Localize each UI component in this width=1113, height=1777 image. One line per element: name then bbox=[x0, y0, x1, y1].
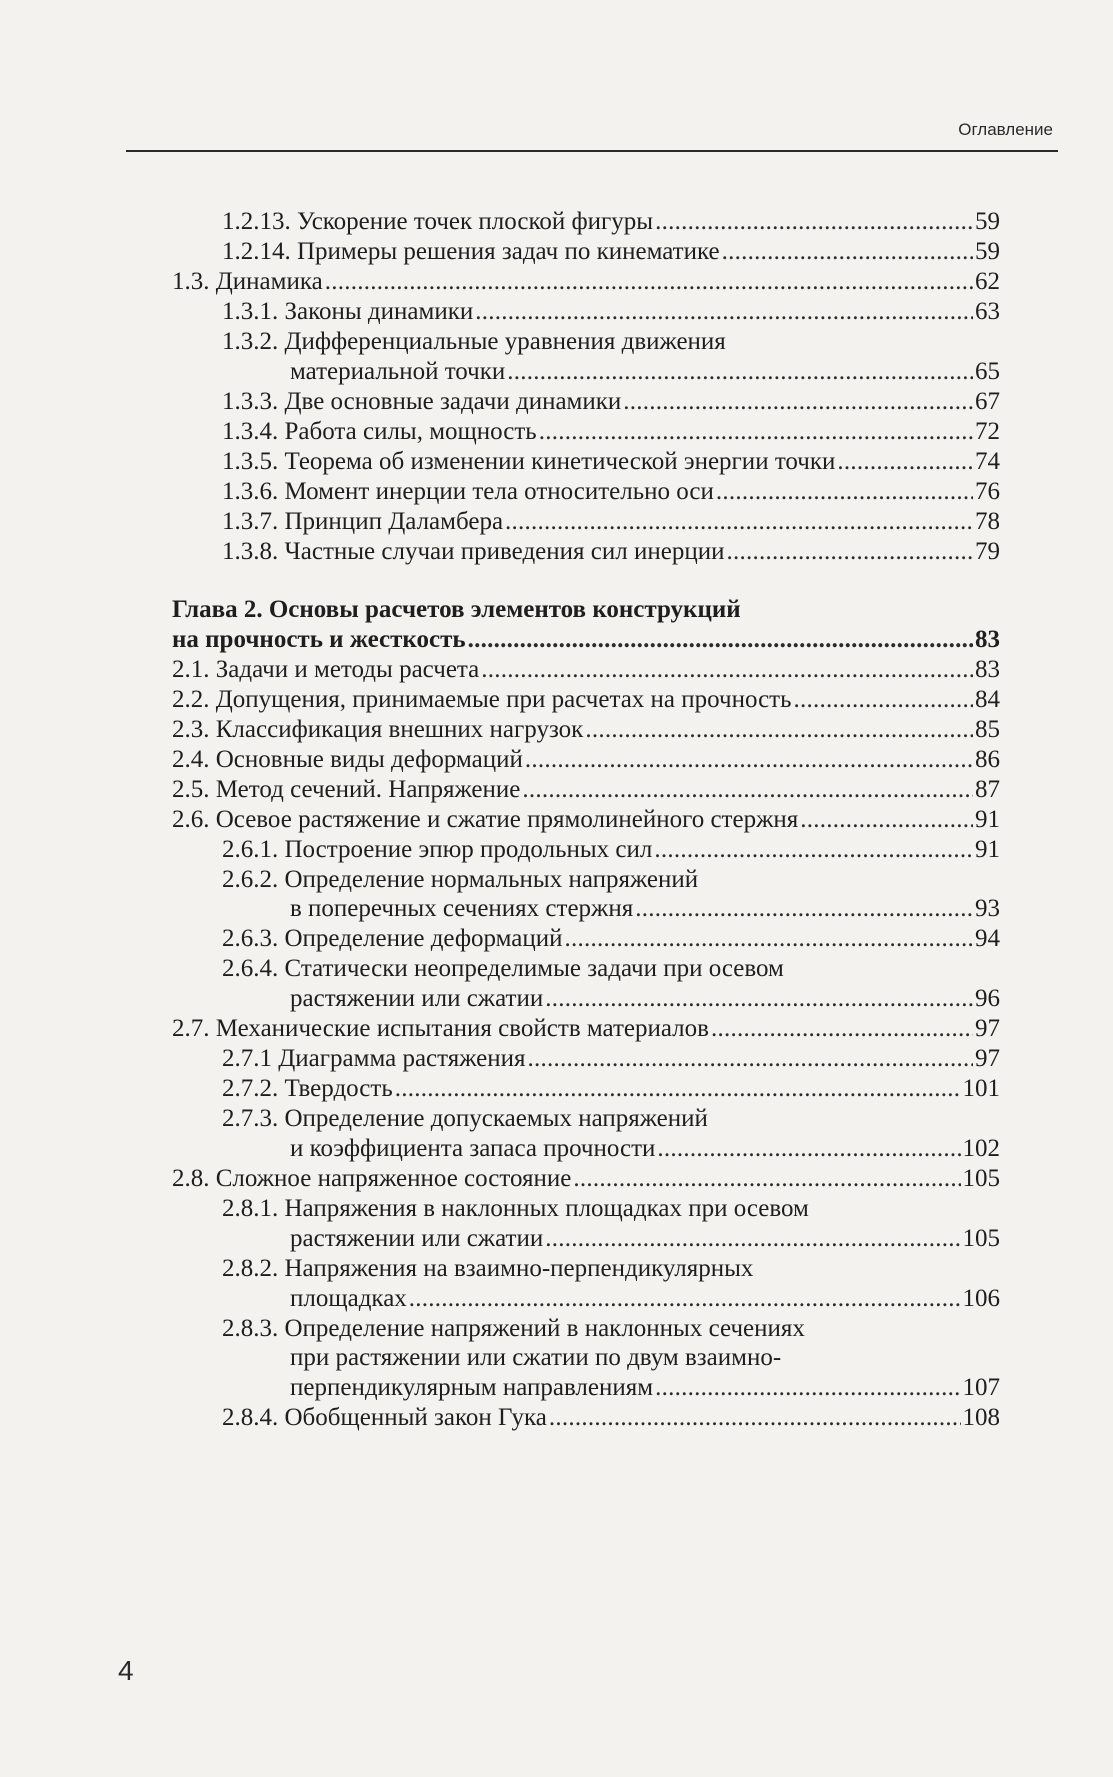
toc-entry-title: растяжении или сжатии bbox=[290, 985, 544, 1013]
toc-page-number: 59 bbox=[975, 238, 1000, 265]
toc-page-number: 101 bbox=[962, 1075, 1000, 1103]
dot-leader bbox=[726, 535, 973, 569]
toc-page-number: 83 bbox=[975, 625, 1000, 653]
toc-page-number: 84 bbox=[975, 685, 1000, 713]
toc-entry-title: 1.3.4. Работа силы, мощность bbox=[222, 417, 537, 445]
toc-page-number: 74 bbox=[975, 447, 1000, 475]
dot-leader bbox=[585, 713, 973, 747]
toc-page-number: 67 bbox=[975, 387, 1000, 415]
toc-entry-title: материальной точки bbox=[290, 357, 506, 385]
dot-leader bbox=[507, 355, 973, 389]
toc-entry-title: 1.3. Динамика bbox=[172, 268, 323, 295]
toc-page-number: 91 bbox=[975, 805, 1000, 833]
dot-leader bbox=[539, 415, 973, 449]
dot-leader bbox=[525, 743, 973, 777]
dot-leader bbox=[475, 295, 973, 329]
toc-page-number: 97 bbox=[975, 1015, 1000, 1043]
toc-page-number: 76 bbox=[975, 477, 1000, 505]
toc-entry-title: 2.7.1 Диаграмма растяжения bbox=[222, 1045, 526, 1073]
toc-entry-title: 2.3. Классификация внешних нагрузок bbox=[172, 715, 584, 743]
toc-entry-title: 1.2.13. Ускорение точек плоской фигуры bbox=[222, 208, 654, 235]
dot-leader bbox=[549, 1401, 961, 1435]
dot-leader bbox=[716, 475, 973, 509]
toc-page-number: 83 bbox=[975, 655, 1000, 683]
toc-page-number: 107 bbox=[962, 1374, 1000, 1402]
dot-leader bbox=[505, 505, 973, 539]
toc-entry-title: и коэффициента запаса прочности bbox=[290, 1134, 656, 1162]
toc-page-number: 108 bbox=[962, 1404, 1000, 1432]
toc-entry-title: 2.6.2. Определение нормальных напряжений bbox=[222, 865, 699, 893]
toc-entry-title: 1.3.2. Дифференциальные уравнения движения bbox=[222, 328, 726, 355]
dot-leader bbox=[635, 892, 973, 926]
dot-leader bbox=[325, 265, 973, 299]
toc-entry-title: 1.3.3. Две основные задачи динамики bbox=[222, 387, 622, 415]
toc-page-number: 105 bbox=[962, 1165, 1000, 1192]
dot-leader bbox=[837, 445, 973, 479]
toc-entry-title: 2.6.4. Статически неопределимые задачи при осевом bbox=[222, 955, 784, 983]
toc-page-number: 86 bbox=[975, 745, 1000, 773]
dot-leader bbox=[395, 1072, 961, 1106]
toc-page-number: 79 bbox=[975, 537, 1000, 565]
dot-leader bbox=[545, 1222, 960, 1256]
toc-entry-title: 2.8.2. Напряжения на взаимно-перпендикулярных bbox=[222, 1254, 754, 1282]
toc-page-number: 91 bbox=[975, 835, 1000, 863]
toc-entry-title: 2.5. Метод сечений. Напряжение bbox=[172, 775, 521, 803]
page-number: 4 bbox=[118, 1655, 134, 1686]
dot-leader bbox=[800, 803, 973, 837]
dot-leader bbox=[573, 1162, 960, 1196]
dot-leader bbox=[655, 205, 973, 239]
dot-leader bbox=[794, 683, 973, 717]
toc-page-number: 72 bbox=[975, 417, 1000, 445]
toc-page-number: 87 bbox=[975, 775, 1000, 803]
chapter-title: на прочность и жесткость bbox=[172, 625, 466, 653]
page-header-title: Оглавление bbox=[958, 120, 1053, 139]
dot-leader bbox=[409, 1282, 961, 1316]
toc-page-number: 65 bbox=[975, 357, 1000, 385]
toc-entry-title: 2.8.4. Обобщенный закон Гука bbox=[222, 1404, 547, 1432]
dot-leader bbox=[565, 922, 973, 956]
toc-entry-title: 2.8.1. Напряжения в наклонных площадках при осевом bbox=[222, 1195, 809, 1222]
toc-entry-title: 2.4. Основные виды деформаций bbox=[172, 745, 523, 773]
toc-page-number: 62 bbox=[975, 268, 1000, 295]
toc-entry-title: растяжении или сжатии bbox=[290, 1224, 544, 1252]
toc-entry-title: 2.6.3. Определение деформаций bbox=[222, 925, 563, 953]
toc-entry-title: 2.1. Задачи и методы расчета bbox=[172, 655, 480, 683]
toc-page-number: 63 bbox=[975, 298, 1000, 325]
toc-entry-title: 2.7.3. Определение допускаемых напряжений bbox=[222, 1105, 708, 1133]
toc-entry-title: 2.2. Допущения, принимаемые при расчетах на прочность bbox=[172, 685, 792, 713]
dot-leader bbox=[528, 1042, 973, 1076]
toc-page-number: 85 bbox=[975, 715, 1000, 743]
toc-entry-title: 2.8.3. Определение напряжений в наклонных сечениях bbox=[222, 1314, 805, 1342]
toc-page-number: 93 bbox=[975, 895, 1000, 923]
dot-leader bbox=[522, 773, 973, 807]
dot-leader bbox=[623, 385, 973, 419]
toc-entry-title: при растяжении или сжатии по двум взаимно- bbox=[290, 1344, 782, 1372]
dot-leader bbox=[481, 653, 973, 687]
dot-leader bbox=[468, 623, 973, 657]
dot-leader bbox=[722, 235, 973, 269]
toc-entry-title: перпендикулярным направлениям bbox=[290, 1374, 654, 1402]
toc-entry-title: 2.8. Сложное напряженное состояние bbox=[172, 1165, 572, 1192]
dot-leader bbox=[545, 982, 973, 1016]
toc-entry-title: 2.7. Механические испытания свойств материалов bbox=[172, 1015, 709, 1043]
toc-page-number: 96 bbox=[975, 985, 1000, 1013]
toc-page-number: 94 bbox=[975, 925, 1000, 953]
toc-entry-title: 2.7.2. Твердость bbox=[222, 1075, 393, 1103]
toc-entry-title: в поперечных сечениях стержня bbox=[290, 895, 634, 923]
toc-entry-title: 2.6.1. Построение эпюр продольных сил bbox=[222, 835, 653, 863]
toc-page-number: 59 bbox=[975, 208, 1000, 235]
toc-entry-title: 1.3.7. Принцип Даламбера bbox=[222, 507, 504, 535]
toc-entry-title: 1.3.1. Законы динамики bbox=[222, 298, 474, 325]
toc-entry-title: 2.6. Осевое растяжение и сжатие прямолинейного стержня bbox=[172, 805, 799, 833]
chapter-title: Глава 2. Основы расчетов элементов конструкций bbox=[172, 595, 741, 623]
toc-page-number: 97 bbox=[975, 1045, 1000, 1073]
dot-leader bbox=[654, 833, 973, 867]
toc-page-number: 106 bbox=[962, 1284, 1000, 1312]
toc-page-number: 78 bbox=[975, 507, 1000, 535]
toc-entry-title: площадках bbox=[290, 1284, 407, 1312]
toc-entry-title: 1.3.8. Частные случаи приведения сил инерции bbox=[222, 537, 725, 565]
dot-leader bbox=[657, 1132, 960, 1166]
toc-page-number: 105 bbox=[962, 1224, 1000, 1252]
toc-entry-title: 1.3.6. Момент инерции тела относительно оси bbox=[222, 477, 714, 505]
dot-leader bbox=[655, 1371, 960, 1405]
dot-leader bbox=[711, 1012, 973, 1046]
header-rule bbox=[126, 150, 1058, 152]
toc-page-number: 102 bbox=[962, 1134, 1000, 1162]
toc-entry-title: 1.2.14. Примеры решения задач по кинематике bbox=[222, 238, 720, 265]
toc-entry-title: 1.3.5. Теорема об изменении кинетической энергии точки bbox=[222, 447, 836, 475]
